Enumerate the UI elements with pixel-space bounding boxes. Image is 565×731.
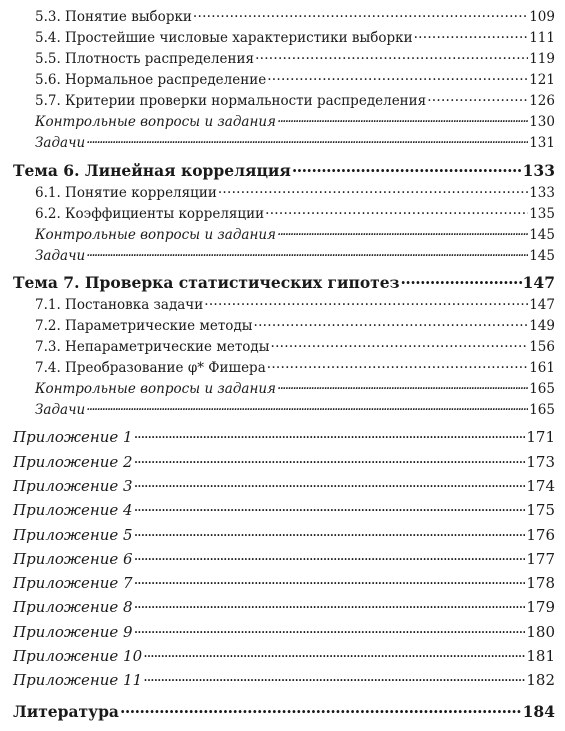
leader-dots bbox=[218, 183, 528, 197]
toc-entry-title: Контрольные вопросы и задания bbox=[35, 380, 276, 397]
toc-appendix-page: 175 bbox=[526, 501, 555, 519]
leader-dots bbox=[193, 7, 528, 21]
toc-appendix bbox=[13, 525, 555, 544]
toc-entry-title: 5.3. Понятие выборки bbox=[35, 8, 192, 25]
toc-appendix-title: Приложение 3 bbox=[13, 477, 133, 495]
leader-dots bbox=[143, 670, 525, 685]
toc-appendix-page: 179 bbox=[526, 598, 555, 616]
leader-dots bbox=[134, 549, 526, 564]
toc-entry-title: 7.1. Постановка задачи bbox=[35, 296, 204, 313]
toc-appendix-page: 180 bbox=[526, 623, 555, 641]
toc-literature-page: 184 bbox=[522, 701, 555, 721]
toc-appendix-title: Приложение 11 bbox=[13, 671, 143, 689]
toc-appendix bbox=[13, 452, 555, 471]
toc-entry-page: 145 bbox=[529, 247, 555, 264]
toc-entry-title: 5.7. Критерии проверки нормальности распределения bbox=[35, 92, 427, 109]
leader-dots bbox=[134, 476, 526, 491]
toc-appendix-page: 174 bbox=[526, 477, 555, 495]
leader-dots bbox=[134, 525, 526, 540]
toc-entry-title: 7.4. Преобразование φ* Фишера bbox=[35, 359, 266, 376]
toc-entry-page: 135 bbox=[529, 205, 555, 222]
leader-dots bbox=[254, 316, 529, 330]
toc-entry bbox=[35, 7, 555, 25]
leader-dots bbox=[134, 427, 526, 442]
leader-dots bbox=[134, 500, 526, 515]
toc-topic-page: 133 bbox=[522, 160, 555, 180]
toc-appendix bbox=[13, 476, 555, 495]
toc-entry-title: 6.2. Коэффициенты корреляции bbox=[35, 205, 265, 222]
toc-topic-title: Тема 7. Проверка статистических гипотез bbox=[13, 272, 400, 292]
leader-dots bbox=[267, 358, 528, 372]
toc-entry-page: 130 bbox=[529, 113, 555, 130]
toc-literature bbox=[13, 701, 555, 721]
toc-appendix-title: Приложение 1 bbox=[13, 428, 133, 446]
toc-entry bbox=[35, 246, 555, 264]
toc-entry bbox=[35, 225, 555, 243]
toc-entry-page: 149 bbox=[529, 317, 555, 334]
toc-entry-title: 7.3. Непараметрические методы bbox=[35, 338, 270, 355]
toc-entry-page: 133 bbox=[529, 184, 555, 201]
toc-appendix-page: 177 bbox=[526, 550, 555, 568]
toc-topic bbox=[13, 272, 555, 292]
toc-entry bbox=[35, 337, 555, 355]
toc-topic-page: 147 bbox=[522, 272, 555, 292]
toc-appendix-page: 176 bbox=[526, 526, 555, 544]
leader-dots bbox=[143, 646, 525, 661]
leader-dots bbox=[86, 400, 528, 414]
toc-appendix-page: 182 bbox=[526, 671, 555, 689]
toc-entry-page: 121 bbox=[529, 71, 555, 88]
toc-appendix bbox=[13, 573, 555, 592]
toc-appendix-title: Приложение 9 bbox=[13, 623, 133, 641]
toc-entry bbox=[35, 91, 555, 109]
toc-entry-title: 5.4. Простейшие числовые характеристики выборки bbox=[35, 29, 413, 46]
toc-entry-title: 6.1. Понятие корреляции bbox=[35, 184, 217, 201]
toc-entry-page: 165 bbox=[529, 380, 555, 397]
toc-appendix-page: 178 bbox=[526, 574, 555, 592]
toc-entry bbox=[35, 316, 555, 334]
toc-entry bbox=[35, 204, 555, 222]
toc-entry-title: Задачи bbox=[35, 401, 86, 418]
leader-dots bbox=[134, 597, 526, 612]
toc-entry-page: 109 bbox=[529, 8, 555, 25]
toc-topic-title: Тема 6. Линейная корреляция bbox=[13, 160, 291, 180]
toc-appendix bbox=[13, 549, 555, 568]
leader-dots bbox=[86, 133, 528, 147]
leader-dots bbox=[277, 379, 528, 393]
toc-entry bbox=[35, 133, 555, 151]
toc-entry-page: 147 bbox=[529, 296, 555, 313]
leader-dots bbox=[134, 573, 526, 588]
toc-entry-page: 165 bbox=[529, 401, 555, 418]
leader-dots bbox=[414, 28, 529, 42]
toc-appendix-page: 181 bbox=[526, 647, 555, 665]
toc-entry-title: Контрольные вопросы и задания bbox=[35, 226, 276, 243]
toc-entry bbox=[35, 183, 555, 201]
toc-appendix-title: Приложение 5 bbox=[13, 526, 133, 544]
toc-entry bbox=[35, 112, 555, 130]
toc-entry-page: 156 bbox=[529, 338, 555, 355]
toc-entry-page: 111 bbox=[529, 29, 555, 46]
toc-entry bbox=[35, 400, 555, 418]
toc-appendix-page: 173 bbox=[526, 453, 555, 471]
toc-entry bbox=[35, 70, 555, 88]
toc-appendix bbox=[13, 427, 555, 446]
leader-dots bbox=[120, 701, 522, 717]
leader-dots bbox=[277, 225, 528, 239]
toc-entry bbox=[35, 28, 555, 46]
toc-entry-title: 5.6. Нормальное распределение bbox=[35, 71, 267, 88]
toc-entry-page: 161 bbox=[529, 359, 555, 376]
toc-appendix-title: Приложение 2 bbox=[13, 453, 133, 471]
leader-dots bbox=[277, 112, 528, 126]
toc-appendix-title: Приложение 7 bbox=[13, 574, 133, 592]
leader-dots bbox=[292, 160, 522, 176]
leader-dots bbox=[134, 622, 526, 637]
toc-entry-page: 126 bbox=[529, 92, 555, 109]
leader-dots bbox=[255, 49, 528, 63]
leader-dots bbox=[427, 91, 528, 105]
leader-dots bbox=[265, 204, 528, 218]
toc-appendix bbox=[13, 500, 555, 519]
toc-entry-title: Задачи bbox=[35, 134, 86, 151]
toc-appendix bbox=[13, 670, 555, 689]
toc-entry-title: Контрольные вопросы и задания bbox=[35, 113, 276, 130]
toc-entry-page: 119 bbox=[529, 50, 555, 67]
toc-appendix-title: Приложение 8 bbox=[13, 598, 133, 616]
toc-entry-title: 7.2. Параметрические методы bbox=[35, 317, 253, 334]
toc-entry bbox=[35, 49, 555, 67]
leader-dots bbox=[134, 452, 526, 467]
toc-literature-title: Литература bbox=[13, 701, 119, 721]
toc-appendix bbox=[13, 622, 555, 641]
toc-entry bbox=[35, 295, 555, 313]
toc-entry-title: Задачи bbox=[35, 247, 86, 264]
toc-appendix-title: Приложение 10 bbox=[13, 647, 143, 665]
toc-appendix bbox=[13, 646, 555, 665]
toc-entry bbox=[35, 379, 555, 397]
toc-entry-page: 131 bbox=[529, 134, 555, 151]
leader-dots bbox=[267, 70, 528, 84]
toc-entry bbox=[35, 358, 555, 376]
toc-appendix-title: Приложение 6 bbox=[13, 550, 133, 568]
toc-entry-page: 145 bbox=[529, 226, 555, 243]
leader-dots bbox=[270, 337, 528, 351]
leader-dots bbox=[401, 272, 522, 288]
toc-appendix bbox=[13, 597, 555, 616]
leader-dots bbox=[204, 295, 528, 309]
toc-appendix-page: 171 bbox=[526, 428, 555, 446]
toc-entry-title: 5.5. Плотность распределения bbox=[35, 50, 255, 67]
toc-appendix-title: Приложение 4 bbox=[13, 501, 133, 519]
toc-topic bbox=[13, 160, 555, 180]
leader-dots bbox=[86, 246, 528, 260]
